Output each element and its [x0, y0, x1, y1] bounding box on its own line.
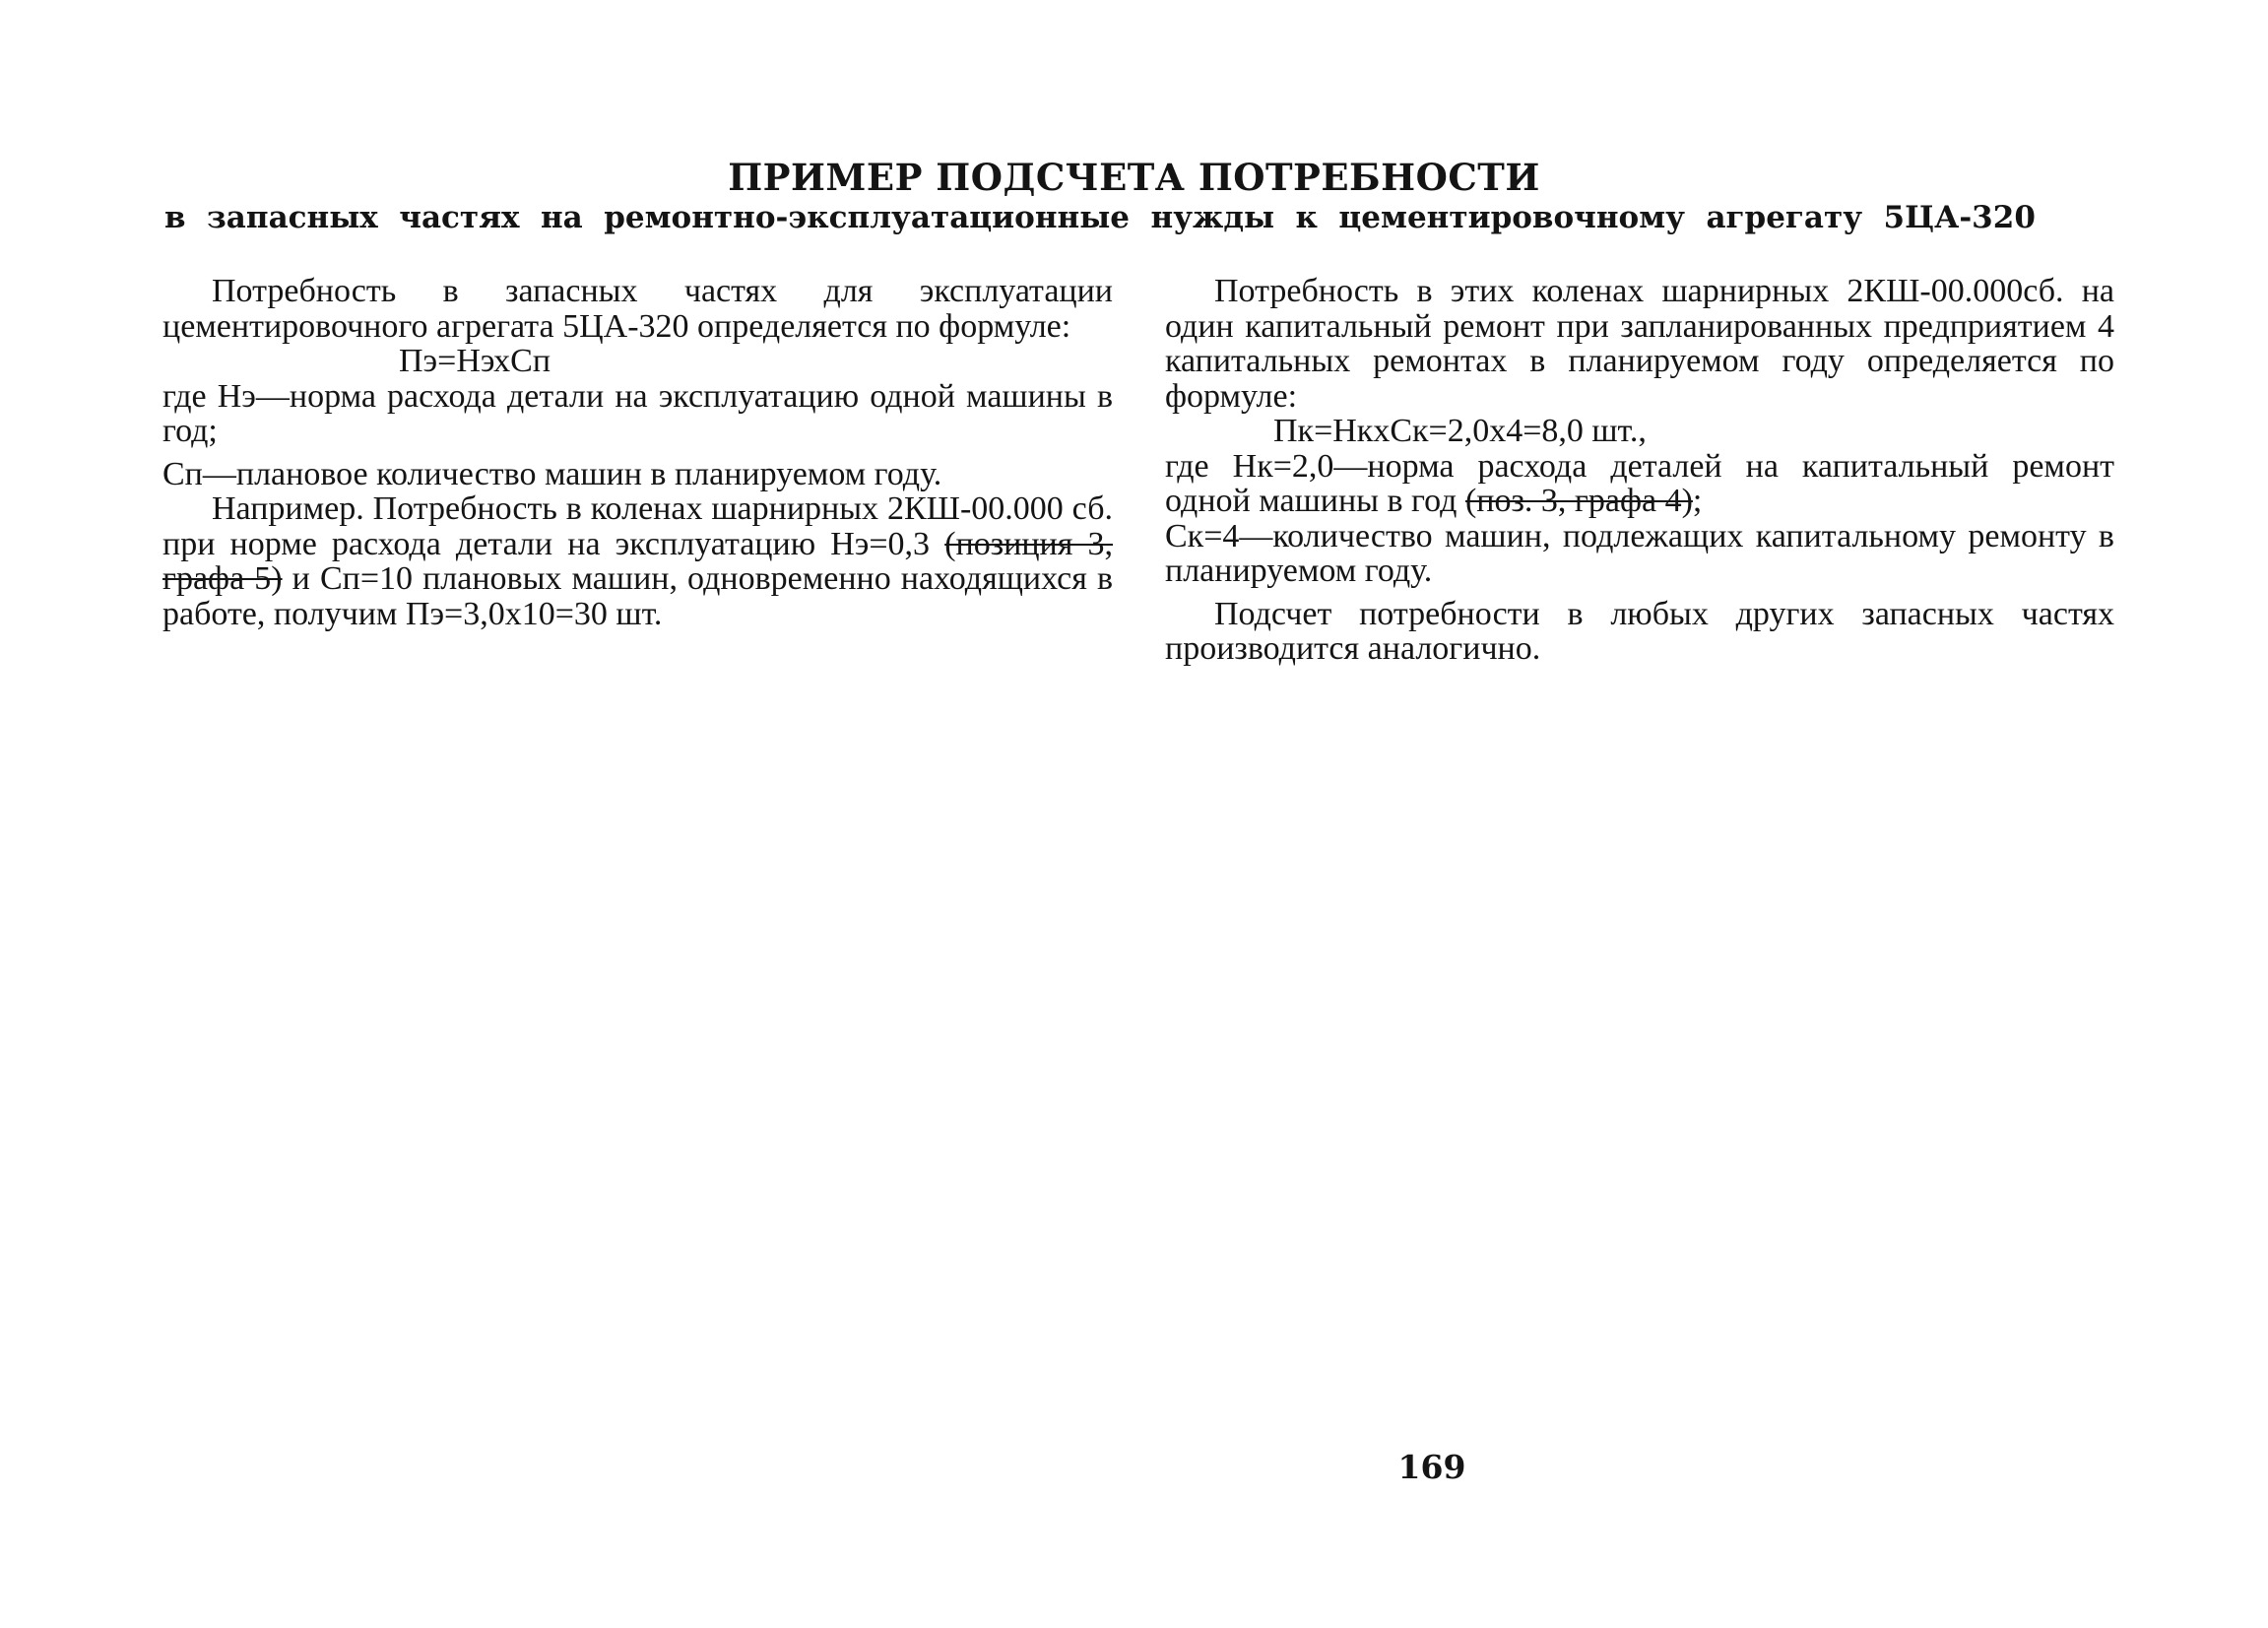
- formula-pk: Пк=НкхСк=2,0х4=8,0 шт.,: [1273, 413, 1647, 449]
- page-subtitle: [164, 198, 2036, 237]
- formula-pe: Пэ=НэхСп: [399, 343, 551, 379]
- subtitle-word: 5ЦА-320: [1883, 200, 2036, 235]
- left-intro-paragraph: Потребность в запасных частях для эксплуатации цементировочного агрегата 5ЦА-320 определяется по формуле:: [162, 273, 1113, 345]
- struck-reference: (позиция 3, графа 5): [162, 525, 1113, 597]
- subtitle-word: в: [164, 200, 186, 235]
- page-number: 169: [1397, 1448, 1466, 1486]
- definition-sk: Ск=4—количество машин, подлежащих капитальному ремонту в планируемом году.: [1165, 517, 2114, 589]
- example-paragraph: [162, 491, 1113, 631]
- example-text-before-ref: Например. Потребность в коленах шарнирных 2КШ-00.000 сб. при норме расхода детали на эксплуатацию Нэ=0,3: [162, 490, 1113, 562]
- definition-sp: Сп—плановое количество машин в планируемом году.: [162, 455, 942, 492]
- subtitle-word: агрегату: [1706, 200, 1863, 235]
- subtitle-word: к: [1295, 200, 1318, 235]
- struck-reference: (поз. 3, графа 4): [1464, 483, 1693, 519]
- definition-ne: где Нэ—норма расхода детали на эксплуатацию одной машины в год;: [162, 377, 1113, 449]
- subtitle-word: частях: [399, 200, 520, 235]
- subtitle-word: запасных: [207, 200, 378, 235]
- subtitle-word: цементировочному: [1338, 200, 1685, 235]
- subtitle-word: нужды: [1150, 200, 1275, 235]
- subtitle-word: ремонтно-эксплуатационные: [604, 200, 1131, 235]
- example-text-after-ref: и Сп=10 плановых машин, одновременно находящихся в работе, получим Пэ=3,0х10=30 шт.: [162, 560, 1114, 632]
- conclusion-paragraph: Подсчет потребности в любых других запасных частях производится аналогично.: [1165, 595, 2114, 667]
- definition-nk-punctuation: ;: [1692, 483, 1703, 519]
- definition-nk-text: где Нк=2,0—норма расхода деталей на капитальный ремонт одной машины в год: [1165, 447, 2114, 519]
- definition-nk: [1165, 449, 2114, 519]
- page-title: ПРИМЕР ПОДСЧЕТА ПОТРЕБНОСТИ: [728, 156, 1540, 199]
- subtitle-word: на: [540, 200, 583, 235]
- left-column: [162, 274, 1113, 631]
- right-intro-paragraph: Потребность в этих коленах шарнирных 2КШ-00.000сб. на один капитальный ремонт при запланированных предприятием 4 капитальных ремонтах в планируемом году определяется по формуле:: [1165, 273, 2114, 415]
- right-column: [1165, 274, 2114, 667]
